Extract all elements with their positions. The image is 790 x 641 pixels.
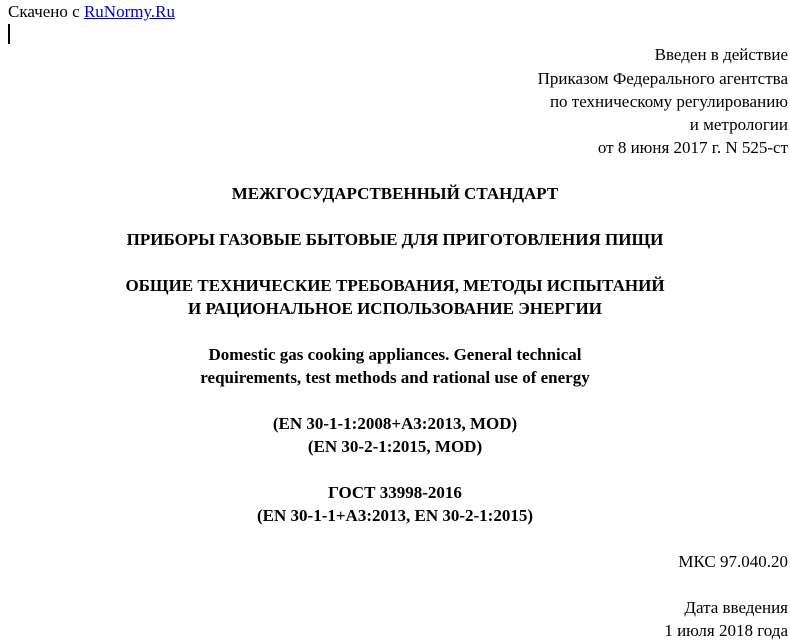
approval-line: по техническому регулированию	[549, 92, 788, 111]
english-title-line: Domestic gas cooking appliances. General technical	[208, 345, 582, 364]
downloaded-from	[8, 2, 175, 22]
mks-code: МКС 97.040.20	[678, 552, 788, 571]
standard-type-heading: МЕЖГОСУДАРСТВЕННЫЙ СТАНДАРТ	[231, 184, 559, 203]
subtitle-line: ОБЩИЕ ТЕХНИЧЕСКИЕ ТРЕБОВАНИЯ, МЕТОДЫ ИСПЫТАНИЙ	[125, 276, 665, 295]
downloaded-prefix: Скачено с	[8, 2, 84, 21]
main-title: ПРИБОРЫ ГАЗОВЫЕ БЫТОВЫЕ ДЛЯ ПРИГОТОВЛЕНИЯ ПИЩИ	[126, 230, 664, 249]
intro-date-label: Дата введения	[684, 598, 788, 617]
intro-date: 1 июля 2018 года	[664, 621, 788, 640]
runormy-link[interactable]: RuNormy.Ru	[83, 2, 175, 21]
subtitle-line: И РАЦИОНАЛЬНОЕ ИСПОЛЬЗОВАНИЕ ЭНЕРГИИ	[188, 299, 602, 318]
approval-line: и метрологии	[689, 115, 788, 134]
approval-line: от 8 июня 2017 г. N 525-ст	[597, 138, 788, 157]
en-reference: (EN 30-1-1:2008+A3:2013, MOD)	[272, 414, 518, 433]
approval-line: Введен в действие	[654, 45, 788, 64]
approval-line: Приказом Федерального агентства	[537, 69, 788, 88]
text-cursor	[8, 24, 10, 44]
en-reference: (EN 30-2-1:2015, MOD)	[307, 437, 483, 456]
gost-reference: (EN 30-1-1+A3:2013, EN 30-2-1:2015)	[257, 506, 533, 525]
english-title-line: requirements, test methods and rational use of energy	[200, 368, 590, 387]
gost-number: ГОСТ 33998-2016	[328, 483, 462, 502]
